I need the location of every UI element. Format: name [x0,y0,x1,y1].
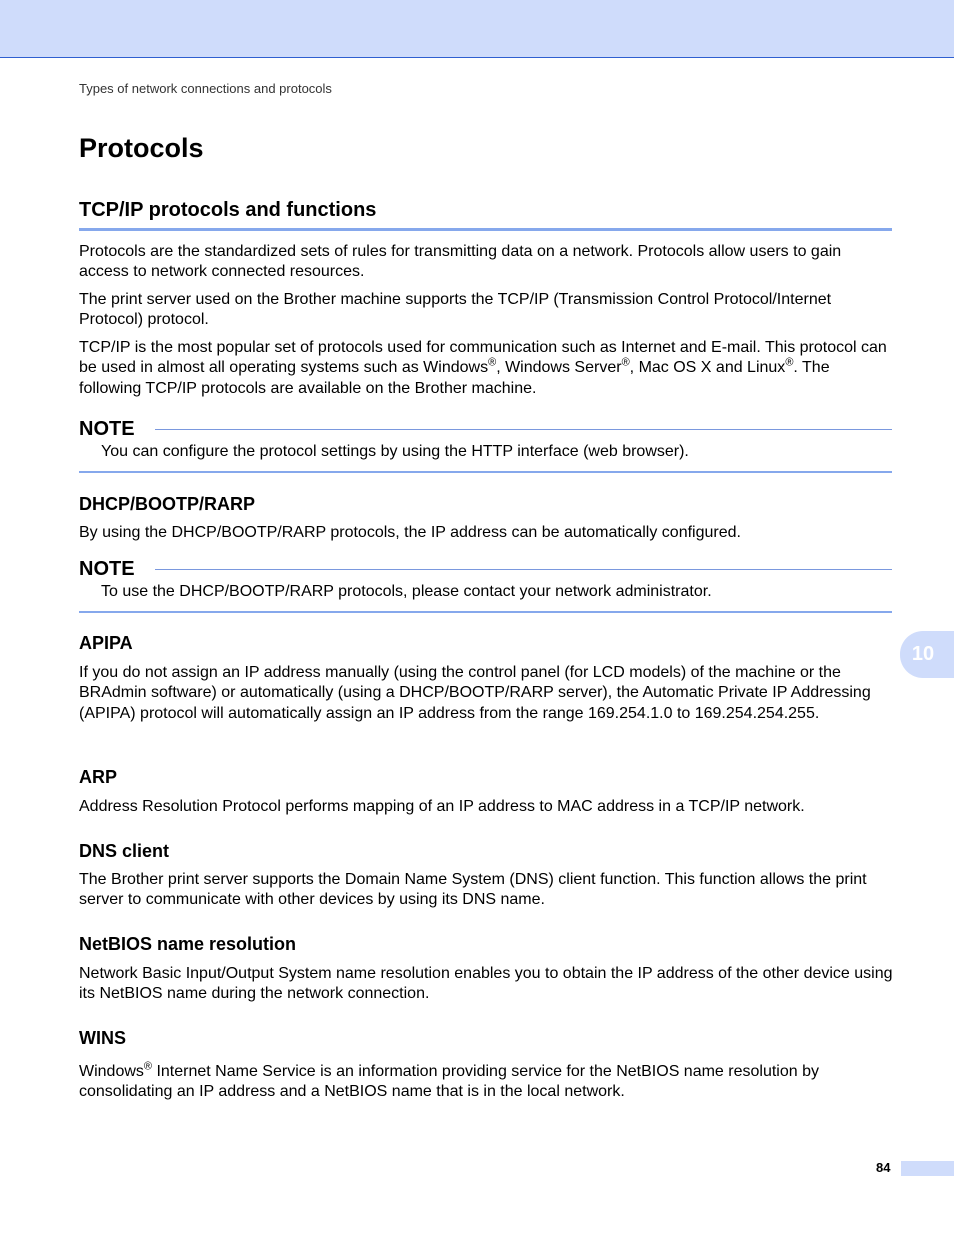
page-number: 84 [876,1160,891,1175]
note-label: NOTE [79,418,135,440]
note-bottom-rule [79,471,892,473]
registered-mark: ® [785,356,794,369]
registered-mark: ® [488,356,497,369]
wins-text-2: Internet Name Service is an information providing service for the NetBIOS name resolution by consolidating an IP address and a NetBIOS name that is in the local network. [79,1063,819,1101]
apipa-paragraph: If you do not assign an IP address manually (using the control panel (for LCD models) of the machine or the BRAdmin software) or automatically (using a DHCP/BOOTP/RARP server), the Automatic Private IP Addressing (APIPA) protocol will automatically assign an IP address from the range 169.254.1.0 to 169.254.254.255. [79,664,871,722]
header-band [0,0,954,58]
section-title: TCP/IP protocols and functions [79,199,377,221]
apipa-heading: APIPA [79,633,133,653]
note-rule [155,429,892,430]
wins-text-1: Windows [79,1063,144,1080]
tcpip-paragraph [79,338,894,399]
section-rule [79,228,892,231]
wins-paragraph [79,1062,894,1103]
tcpip-text-1: TCP/IP is the most popular set of protocols used for communication such as Internet and E-mail. This protocol can be used in almost all operating systems such as Windows [79,339,887,377]
note-rule [155,569,892,570]
note-bottom-rule [79,611,892,613]
note-text: You can configure the protocol settings by using the HTTP interface (web browser). [101,443,689,460]
tcpip-text-2: , Windows Server [496,359,622,377]
arp-paragraph: Address Resolution Protocol performs mapping of an IP address to MAC address in a TCP/IP network. [79,798,805,815]
note-label: NOTE [79,558,135,580]
registered-mark: ® [621,356,630,369]
tcpip-text-3: , Mac OS X and Linux [629,359,786,377]
page-title: Protocols [79,133,204,163]
chapter-tab [900,631,954,678]
netbios-heading: NetBIOS name resolution [79,934,297,954]
tcpip-text-4: . The following TCP/IP protocols are available on the Brother machine. [79,359,830,397]
arp-heading: ARP [79,767,118,787]
intro-paragraph: Protocols are the standardized sets of rules for transmitting data on a network. Protocols allow users to gain access to network connected resources. [79,243,842,281]
dns-paragraph: The Brother print server supports the Domain Name System (DNS) client function. This function allows the print server to communicate with other devices by using its DNS name. [79,871,867,909]
dns-heading: DNS client [79,841,170,861]
footer-bar [901,1161,954,1176]
breadcrumb: Types of network connections and protocols [79,81,332,96]
chapter-number: 10 [911,643,935,665]
registered-mark: ® [143,1060,153,1073]
netbios-paragraph: Network Basic Input/Output System name resolution enables you to obtain the IP address of the other device using its NetBIOS name during the network connection. [79,965,893,1003]
dhcp-heading: DHCP/BOOTP/RARP [79,494,256,514]
note-text: To use the DHCP/BOOTP/RARP protocols, please contact your network administrator. [101,583,712,600]
print-server-paragraph: The print server used on the Brother machine supports the TCP/IP (Transmission Control Protocol/Internet Protocol) protocol. [79,291,832,329]
dhcp-paragraph: By using the DHCP/BOOTP/RARP protocols, the IP address can be automatically configured. [79,524,741,541]
wins-heading: WINS [79,1028,126,1048]
